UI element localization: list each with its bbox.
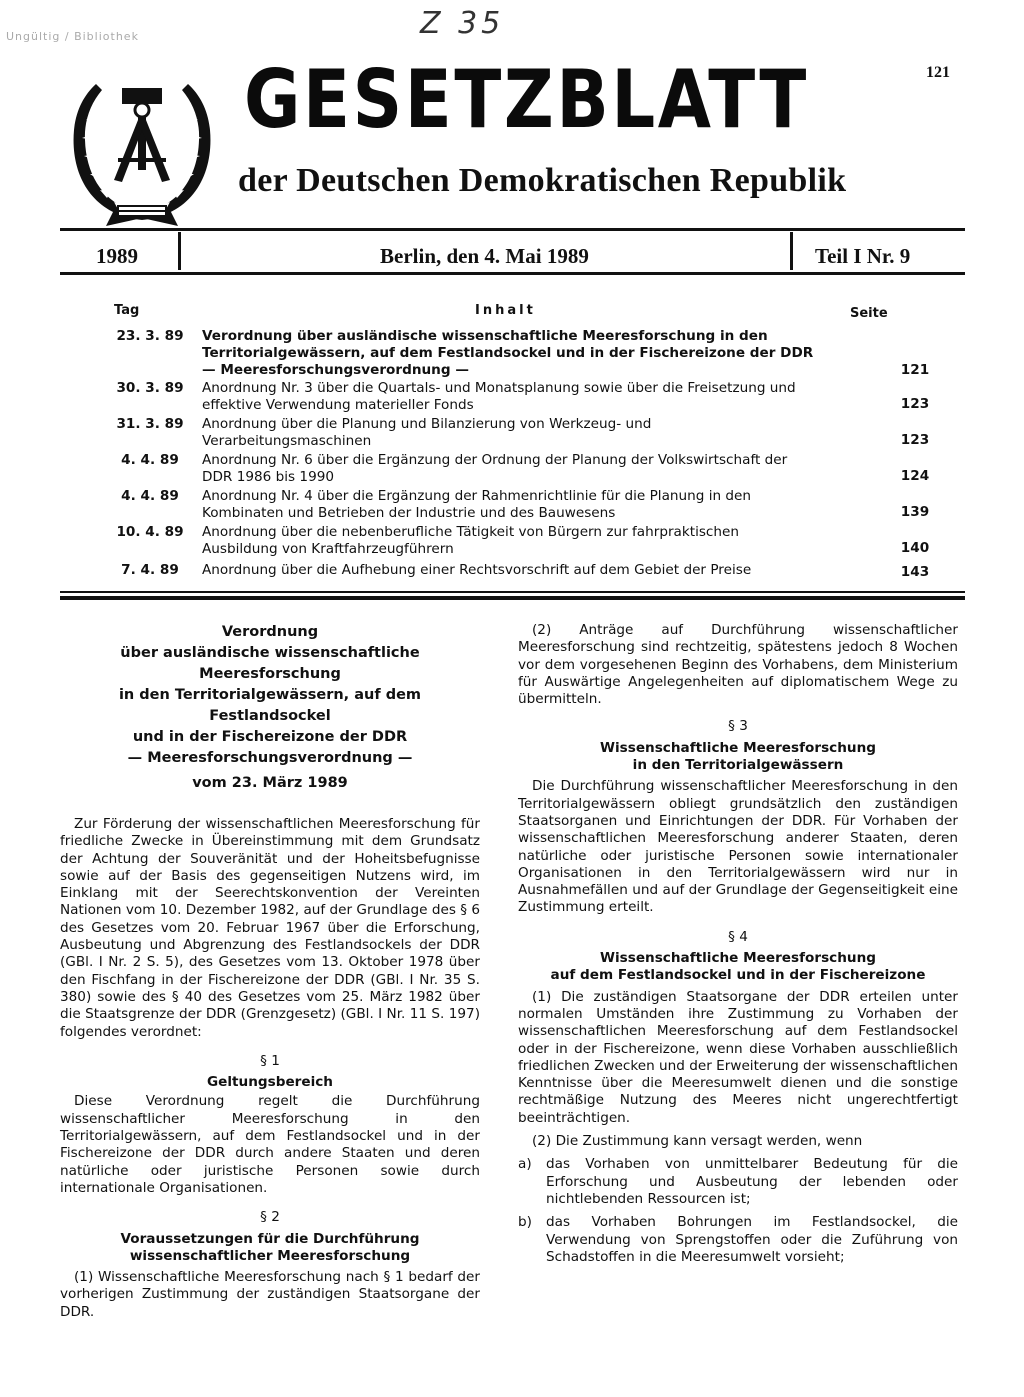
ordinance-heading: in den Territorialgewässern, auf dem Festlandsockel <box>118 687 422 724</box>
toc-date: 23. 3. 89 <box>116 328 184 344</box>
contents-rule-1 <box>60 591 965 593</box>
section-title: auf dem Festlandsockel und in der Fischereizone <box>550 967 926 984</box>
section-text: (2) Die Zustimmung kann versagt werden, wenn <box>532 1133 863 1150</box>
masthead-rule-bottom <box>60 272 965 275</box>
section-title: Wissenschaftliche Meeresforschung <box>599 950 876 967</box>
toc-title: Anordnung über die Aufhebung einer Rechtsvorschrift auf dem Gebiet der Preise <box>202 562 752 578</box>
toc-page: 123 <box>900 432 930 448</box>
toc-page: 123 <box>900 396 930 412</box>
library-stamp: Ungültig / Bibliothek <box>6 30 139 43</box>
list-text: das Vorhaben von unmittelbarer Bedeutung für die Erforschung und Ausbeutung der lebenden oder nichtlebenden Ressourcen ist; <box>546 1156 958 1207</box>
issue-place-date: Berlin, den 4. Mai 1989 <box>380 244 589 268</box>
toc-header-contents: Inhalt <box>475 303 536 318</box>
toc-title: Anordnung Nr. 4 über die Ergänzung der Rahmenrichtlinie für die Planung in den Kombinaten und Betrieben der Industrie und des Bauwesens <box>202 488 752 521</box>
ordinance-heading: und in der Fischereizone der DDR <box>132 729 408 745</box>
state-emblem-icon <box>52 60 232 230</box>
preamble: Zur Förderung der wissenschaftlichen Meeresforschung für friedliche Zwecke in Übereinstimmung mit dem Grundsatz der Achtung der Souveränität und der Hoheitsbefugnisse sowie auf der Basis des gegenseitigen Nutzens wird, im Einklang mit der Seerechtskonvention der Vereinten Nationen vom 10. Dezember 1982, auf der Grundlage des § 6 des Gesetzes vom 20. Februar 1967 über die Erforschung, Ausbeutung und Abgrenzung des Festlandsockels der DDR (GBl. I Nr. 2 S. 5), des Gesetzes vom 13. Oktober 1978 über den Fischfang in der Fischereizone der DDR (GBl. I Nr. 35 S. 380) sowie des § 40 des Gesetzes vom 25. März 1982 über die Staatsgrenze der DDR (Grenzgesetz) (GBl. I Nr. 11 S. 197) folgendes verordnet: <box>60 816 480 1040</box>
toc-title: Anordnung über die Planung und Bilanzierung von Werkzeug- und Verarbeitungsmaschinen <box>202 416 652 449</box>
toc-title: Anordnung über die nebenberufliche Tätigkeit von Bürgern zur fahrpraktischen Ausbildung von Kraftfahrzeugführern <box>202 524 739 557</box>
toc-title: Verordnung über ausländische wissenschaftliche Meeresforschung in den Territorialgewässern, auf dem Festlandsockel und in der Fischereizone der DDR — Meeresforschungsverordnung — <box>202 328 814 378</box>
toc-row <box>60 328 965 376</box>
toc-row <box>60 416 965 450</box>
section-number: § 1 <box>260 1052 280 1069</box>
toc-page: 143 <box>900 564 930 580</box>
ordinance-date: vom 23. März 1989 <box>192 775 348 791</box>
toc-date: 30. 3. 89 <box>116 380 184 396</box>
left-column <box>60 622 480 1327</box>
list-marker: b) <box>518 1214 532 1231</box>
section-title: Geltungsbereich <box>207 1074 333 1091</box>
toc-row <box>60 380 965 414</box>
toc-page: 140 <box>900 540 930 556</box>
section-number: § 4 <box>728 928 748 945</box>
toc-date: 31. 3. 89 <box>116 416 184 432</box>
toc-header-date: Tag <box>114 303 140 318</box>
section-text: Diese Verordnung regelt die Durchführung wissenschaftlicher Meeresforschung in den Territorialgewässern, auf dem Festlandsockel und in der Fischereizone der DDR durch andere Staaten und deren natürliche oder juristische Personen sowie durch internationale Organisationen. <box>60 1093 480 1196</box>
toc-title: Anordnung Nr. 6 über die Ergänzung der Ordnung der Planung der Volkswirtschaft der DDR 1986 bis 1990 <box>202 452 788 485</box>
toc-header-page: Seite <box>850 306 888 321</box>
toc-date: 4. 4. 89 <box>121 452 179 468</box>
masthead-divider-left <box>178 232 181 270</box>
section-title: wissenschaftlicher Meeresforschung <box>129 1247 411 1264</box>
section-number: § 3 <box>728 718 748 735</box>
section-title: Voraussetzungen für die Durchführung <box>120 1230 420 1247</box>
toc-row <box>60 452 965 486</box>
section-title: in den Territorialgewässern <box>632 757 844 774</box>
section-number: § 2 <box>260 1209 280 1226</box>
issue-number: Teil I Nr. 9 <box>815 244 911 268</box>
gazette-title: GESETZBLATT <box>244 53 809 146</box>
masthead-rule-top <box>60 228 965 231</box>
toc-row <box>60 488 965 522</box>
toc-page: 139 <box>900 504 930 520</box>
toc-title: Anordnung Nr. 3 über die Quartals- und Monatsplanung sowie über die Freisetzung und effektive Verwendung materieller Fonds <box>202 380 796 413</box>
toc-row <box>60 524 965 558</box>
toc-date: 10. 4. 89 <box>116 524 184 540</box>
section-title: Wissenschaftliche Meeresforschung <box>599 739 876 756</box>
toc-page: 121 <box>900 362 930 378</box>
right-column <box>518 622 958 1272</box>
list-item <box>518 1214 958 1266</box>
section-text: (1) Die zuständigen Staatsorgane der DDR erteilen unter normalen Umständen ihre Zustimmung zu Vorhaben der wissenschaftlichen Meeresforschung auf dem Festlandsockel oder in der Fischereizone, wenn diese Vorhaben ausschließlich friedlichen Zwecken und der Erweiterung der wissenschaftlichen Kenntnisse über die Meeresumwelt dienen und die sonstige rechtmäßige Nutzung des Meeres nicht ungerechtfertigt beeinträchtigen. <box>518 988 958 1126</box>
contents-rule-2 <box>60 596 965 600</box>
ordinance-short-title: — Meeresforschungsverordnung — <box>127 750 413 766</box>
ordinance-heading: Verordnung <box>221 624 319 640</box>
list-marker: a) <box>518 1156 532 1173</box>
gazette-subtitle: der Deutschen Demokratischen Republik <box>238 162 847 199</box>
toc-date: 7. 4. 89 <box>121 562 179 578</box>
section-text: (1) Wissenschaftliche Meeresforschung nach § 1 bedarf der vorherigen Zustimmung der zuständigen Staatsorgane der DDR. <box>60 1269 480 1320</box>
list-item <box>518 1156 958 1208</box>
masthead-divider-right <box>790 232 793 270</box>
toc-row <box>60 562 965 580</box>
issue-year: 1989 <box>96 244 138 268</box>
toc-date: 4. 4. 89 <box>121 488 179 504</box>
handwritten-note: Z 35 <box>420 6 505 41</box>
section-text: Die Durchführung wissenschaftlicher Meeresforschung in den Territorialgewässern obliegt grundsätzlich den zuständigen Staatsorganen und Einrichtungen der DDR. Für Vorhaben der wissenschaftlichen Meeresforschung anderer Staaten, deren natürliche oder juristische Personen sowie internationaler Organisationen in den Territorialgewässern wird nur in Ausnahmefällen und auf der Grundlage der Gegenseitigkeit eine Zustimmung erteilt. <box>518 778 958 916</box>
page-number: 121 <box>926 64 950 81</box>
toc-page: 124 <box>900 468 930 484</box>
section-text: (2) Anträge auf Durchführung wissenschaftlicher Meeresforschung sind rechtzeitig, spätestens jedoch 8 Wochen vor dem vorgesehenen Beginn des Vorhabens, dem Ministerium für Auswärtige Angelegenheiten auf diplomatischem Wege zu übermitteln. <box>518 622 958 708</box>
list-text: das Vorhaben Bohrungen im Festlandsockel, die Verwendung von Sprengstoffen oder die Zuführung von Schadstoffen in die Meeresumwelt vorsieht; <box>546 1214 958 1265</box>
ordinance-heading: über ausländische wissenschaftliche Meeresforschung <box>120 645 420 682</box>
